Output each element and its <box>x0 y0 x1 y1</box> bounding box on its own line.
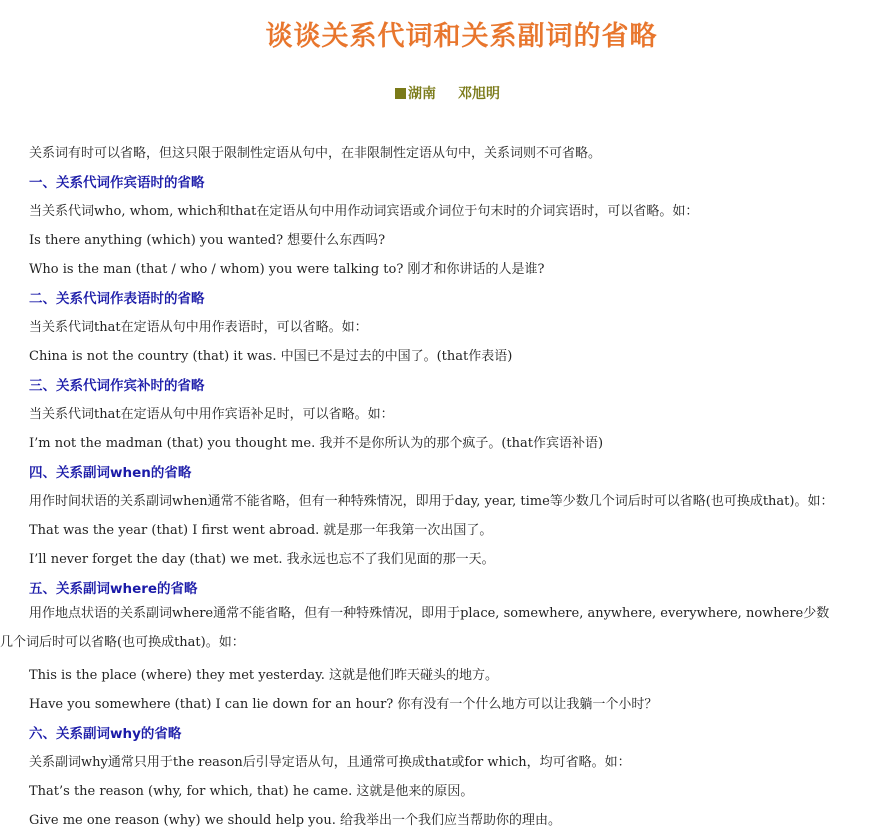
example-sentence: That was the year (that) I first went abroad. 就是那一年我第一次出国了。 <box>29 523 493 538</box>
example-sentence: Give me one reason (why) we should help you. 给我举出一个我们应当帮助你的理由。 <box>29 813 561 828</box>
example-sentence: I’m not the madman (that) you thought me. 我并不是你所认为的那个疯子。(that作宾语补语) <box>29 436 604 451</box>
example-sentence: China is not the country (that) it was. 中国已不是过去的中国了。(that作表语) <box>29 349 513 364</box>
section-paragraph: 用作时间状语的关系副词when通常不能省略，但有一种特殊情况，即用于day, year, time等少数几个词后时可以省略(也可换成that)。如： <box>29 494 834 509</box>
section-heading: 六、关系副词why的省略 <box>29 726 182 742</box>
example-sentence: That’s the reason (why, for which, that) he came. 这就是他来的原因。 <box>29 784 474 799</box>
example-sentence: This is the place (where) they met yesterday. 这就是他们昨天碰头的地方。 <box>29 668 499 683</box>
section-heading: 三、关系代词作宾补时的省略 <box>29 378 205 394</box>
section-paragraph: 当关系代词who, whom, which和that在定语从句中用作动词宾语或介词位于句末时的介词宾语时，可以省略。如： <box>29 204 699 219</box>
byline-author: 邓旭明 <box>458 86 500 102</box>
section-paragraph: 用作地点状语的关系副词where通常不能省略，但有一种特殊情况，即用于place, somewhere, anywhere, everywhere, nowhere少数几个词后时可以省略(也可换成that)。如： <box>0 606 830 650</box>
section-heading: 五、关系副词where的省略 <box>29 581 198 597</box>
section-heading: 一、关系代词作宾语时的省略 <box>29 175 205 191</box>
section-heading: 四、关系副词when的省略 <box>29 465 192 481</box>
byline <box>395 83 500 103</box>
example-sentence: I’ll never forget the day (that) we met. 我永远也忘不了我们见面的那一天。 <box>29 552 495 567</box>
intro-paragraph: 关系词有时可以省略，但这只限于限制性定语从句中，在非限制性定语从句中，关系词则不可省略。 <box>29 146 602 161</box>
section-heading: 二、关系代词作表语时的省略 <box>29 291 205 307</box>
example-sentence: Who is the man (that / who / whom) you were talking to? 刚才和你讲话的人是谁? <box>29 262 545 277</box>
section-paragraph: 当关系代词that在定语从句中用作宾语补足时，可以省略。如： <box>29 407 394 422</box>
byline-region: 湖南 <box>408 86 436 102</box>
section-paragraph: 当关系代词that在定语从句中用作表语时，可以省略。如： <box>29 320 368 335</box>
example-sentence: Is there anything (which) you wanted? 想要什么东西吗? <box>29 233 386 248</box>
example-sentence: Have you somewhere (that) I can lie down for an hour? 你有没有一个什么地方可以让我躺一个小时？ <box>29 697 658 712</box>
page-title: 谈谈关系代词和关系副词的省略 <box>265 21 658 52</box>
square-bullet-icon <box>395 88 406 99</box>
section-paragraph: 关系副词why通常只用于the reason后引导定语从句，且通常可换成that或for which，均可省略。如： <box>29 755 631 770</box>
